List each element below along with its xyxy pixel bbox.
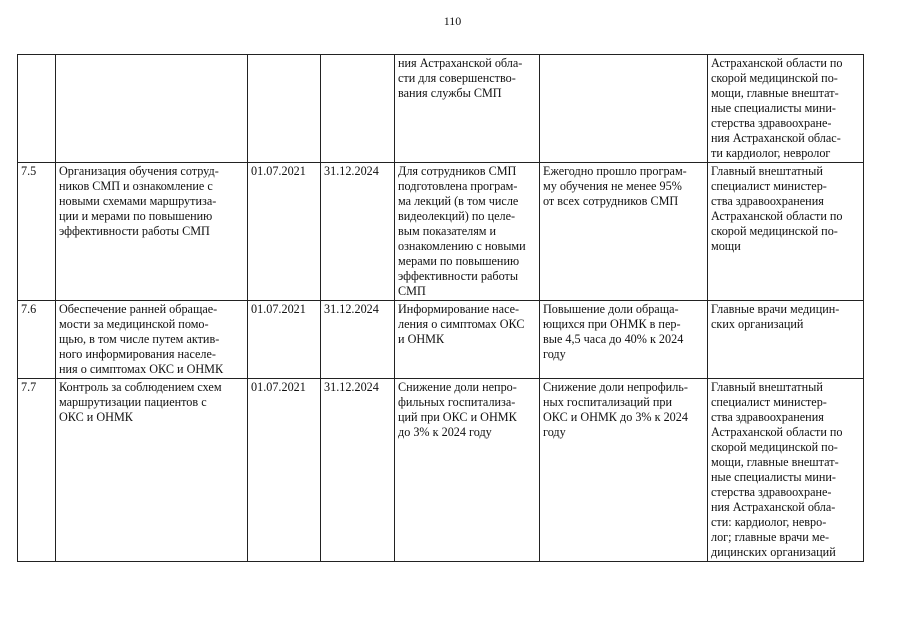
responsible-cell: Главный внештатный специалист министер- ства здравоохранения Астраханской области по скорой медицинской по- мощи, главные внештат- ные специалисты мини- стерства здравоохране- ния Астраханской обла- сти: кардиолог, невро- лог; главные врачи ме- дицинских организаций (708, 379, 864, 562)
start-date-cell: 01.07.2021 (248, 379, 321, 562)
table-row (18, 55, 864, 163)
activities-table (17, 54, 864, 562)
result-cell: ния Астраханской обла- сти для совершенство- вания службы СМП (395, 55, 540, 163)
result-cell: Снижение доли непро- фильных госпитализа- ций при ОКС и ОНМК до 3% к 2024 году (395, 379, 540, 562)
start-date-cell: 01.07.2021 (248, 163, 321, 301)
task-cell: Организация обучения сотруд- ников СМП и ознакомление с новыми схемами маршрутиза- ции и мерами по повышению эффективности работы СМП (56, 163, 248, 301)
task-cell: Обеспечение ранней обращае- мости за медицинской помо- щью, в том числе путем актив- ного информирования населе- ния о симптомах ОКС и ОНМК (56, 301, 248, 379)
indicator-cell: Ежегодно прошло програм- му обучения не менее 95% от всех сотрудников СМП (540, 163, 708, 301)
responsible-cell: Астраханской области по скорой медицинской по- мощи, главные внештат- ные специалисты мини- стерства здравоохране- ния Астраханской облас- ти кардиолог, невролог (708, 55, 864, 163)
row-number: 7.7 (18, 379, 56, 562)
responsible-cell: Главные врачи медицин- ских организаций (708, 301, 864, 379)
responsible-cell: Главный внештатный специалист министер- ства здравоохранения Астраханской области по скорой медицинской по- мощи (708, 163, 864, 301)
start-date-cell (248, 55, 321, 163)
indicator-cell: Снижение доли непрофиль- ных госпитализаций при ОКС и ОНМК до 3% к 2024 году (540, 379, 708, 562)
end-date-cell: 31.12.2024 (321, 379, 395, 562)
row-number: 7.6 (18, 301, 56, 379)
table-row (18, 301, 864, 379)
row-number (18, 55, 56, 163)
page-number: 110 (443, 14, 462, 28)
start-date-cell: 01.07.2021 (248, 301, 321, 379)
table-row (18, 163, 864, 301)
task-cell (56, 55, 248, 163)
task-cell: Контроль за соблюдением схем маршрутизации пациентов с ОКС и ОНМК (56, 379, 248, 562)
result-cell: Информирование насе- ления о симптомах ОКС и ОНМК (395, 301, 540, 379)
row-number: 7.5 (18, 163, 56, 301)
result-cell: Для сотрудников СМП подготовлена програм- ма лекций (в том числе видеолекций) по целе- вым показателям и ознакомлению с новыми мерами по повышению эффективности работы СМП (395, 163, 540, 301)
indicator-cell: Повышение доли обраща- ющихся при ОНМК в пер- вые 4,5 часа до 40% к 2024 году (540, 301, 708, 379)
table-row (18, 379, 864, 562)
end-date-cell: 31.12.2024 (321, 301, 395, 379)
end-date-cell: 31.12.2024 (321, 163, 395, 301)
indicator-cell (540, 55, 708, 163)
end-date-cell (321, 55, 395, 163)
